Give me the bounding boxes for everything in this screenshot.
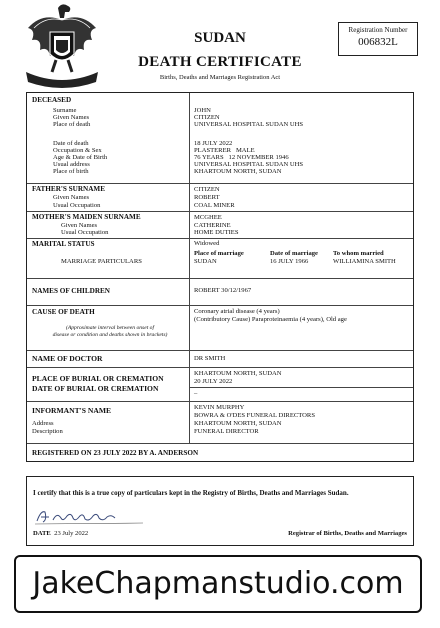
cause-heading: CAUSE OF DEATH <box>32 308 95 316</box>
burial-place-heading: PLACE OF BURIAL OR CREMATION <box>32 374 164 383</box>
date-label: DATE <box>33 530 51 537</box>
document-title: DEATH CERTIFICATE <box>138 54 302 70</box>
burial-dash: – <box>194 390 198 397</box>
date-of-death-value: 18 JULY 2022 <box>194 140 233 147</box>
to-whom-married-value: WILLIAMINA SMITH <box>333 258 396 265</box>
place-of-marriage-value: SUDAN <box>194 258 217 265</box>
occupation-sex-label: Occupation & Sex <box>53 147 102 154</box>
act-subtitle: Births, Deaths and Marriages Registration Act <box>159 74 281 81</box>
doctor-value: DR SMITH <box>194 355 226 362</box>
mother-heading: MOTHER'S MAIDEN SURNAME <box>32 213 141 221</box>
age-dob-value: 76 YEARS 12 NOVEMBER 1946 <box>194 154 289 161</box>
cause-line2: (Contributory Cause) Paraproteinaemia (4 years), Old age <box>194 316 347 323</box>
father-given-label: Given Names <box>53 194 90 201</box>
mother-given-label: Given Names <box>61 222 98 229</box>
informant-address-value: KHARTOUM NORTH, SUDAN <box>194 420 282 427</box>
informant-company-value: BOWRA & O'DES FUNERAL DIRECTORS <box>194 412 315 419</box>
mother-occupation-label: Usual Occupation <box>61 229 109 236</box>
burial-date-value: 20 JULY 2022 <box>194 378 233 385</box>
row-divider <box>27 443 413 444</box>
informant-description-value: FUNERAL DIRECTOR <box>194 428 259 435</box>
usual-address-label: Usual address <box>53 161 90 168</box>
place-of-marriage-header: Place of marriage <box>194 250 244 257</box>
place-of-death-label: Place of death <box>53 121 91 128</box>
informant-description-label: Description <box>32 428 63 435</box>
surname-value: JOHN <box>194 107 211 114</box>
registration-number-box <box>338 22 418 56</box>
cause-note-line1: (Approximate interval between onset of <box>65 325 155 331</box>
row-divider <box>27 211 413 212</box>
marital-heading: MARITAL STATUS <box>32 240 95 248</box>
certification-statement: I certify that this is a true copy of particulars kept in the Registry of Births, Deaths and Marriages Sudan. <box>33 489 349 497</box>
doctor-heading: NAME OF DOCTOR <box>32 354 103 363</box>
row-divider <box>27 278 413 279</box>
date-of-marriage-header: Date of marriage <box>270 250 318 257</box>
usual-address-value: UNIVERSAL HOSPITAL SUDAN UHS <box>194 161 304 168</box>
row-divider <box>27 367 413 368</box>
father-given-value: ROBERT <box>194 194 220 201</box>
deceased-heading: DECEASED <box>32 96 72 104</box>
mother-occupation-value: HOME DUTIES <box>194 229 239 236</box>
row-divider <box>27 401 413 402</box>
country-title: SUDAN <box>194 30 246 46</box>
mother-surname-value: MCGHEE <box>194 214 222 221</box>
column-divider <box>189 93 190 443</box>
certification-box <box>26 476 414 546</box>
surname-label: Surname <box>53 107 77 114</box>
signature-image <box>31 506 161 526</box>
father-heading: FATHER'S SURNAME <box>32 185 106 193</box>
date-of-marriage-value: 16 JULY 1966 <box>270 258 309 265</box>
father-occupation-label: Usual Occupation <box>53 202 101 209</box>
registration-number-value: 006832L <box>358 36 398 48</box>
given-names-label: Given Names <box>53 114 90 121</box>
informant-name-value: KEVIN MURPHY <box>194 404 245 411</box>
children-heading: NAMES OF CHILDREN <box>32 287 111 295</box>
marriage-particulars-label: MARRIAGE PARTICULARS <box>61 258 142 265</box>
father-occupation-value: COAL MINER <box>194 202 235 209</box>
row-divider <box>27 238 413 239</box>
row-divider <box>27 305 413 306</box>
date-of-death-label: Date of death <box>53 140 89 147</box>
father-surname-value: CITIZEN <box>194 186 220 193</box>
date-value: 23 July 2022 <box>54 530 89 537</box>
row-divider <box>27 350 413 351</box>
informant-heading: INFORMANT'S NAME <box>32 406 112 415</box>
place-of-birth-label: Place of birth <box>53 168 89 175</box>
burial-date-heading: DATE OF BURIAL OR CREMATION <box>32 384 159 393</box>
age-dob-label: Age & Date of Birth <box>53 154 108 161</box>
cause-note-line2: disease or condition and deaths shown in brackets) <box>52 332 168 338</box>
informant-address-label: Address <box>32 420 54 427</box>
registered-line: REGISTERED ON 23 JULY 2022 BY A. ANDERSON <box>32 449 199 457</box>
registration-number-label: Registration Number <box>348 26 408 34</box>
given-names-value: CITIZEN <box>194 114 220 121</box>
cause-line1: Coronary atrial disease (4 years) <box>194 308 280 315</box>
children-value: ROBERT 30/12/1967 <box>194 287 252 294</box>
certificate-table <box>26 92 414 462</box>
burial-inner-divider <box>189 387 413 388</box>
registrar-title: Registrar of Births, Deaths and Marriages <box>288 530 407 537</box>
to-whom-married-header: To whom married <box>333 250 384 257</box>
watermark-banner: JakeChapmanstudio.com <box>14 555 422 613</box>
occupation-sex-value: PLASTERER MALE <box>194 147 255 154</box>
marital-status-value: Widowed <box>194 240 220 247</box>
certification-date <box>33 530 88 537</box>
mother-given-value: CATHERINE <box>194 222 231 229</box>
place-of-death-value: UNIVERSAL HOSPITAL SUDAN UHS <box>194 121 304 128</box>
burial-place-value: KHARTOUM NORTH, SUDAN <box>194 370 282 377</box>
place-of-birth-value: KHARTOUM NORTH, SUDAN <box>194 168 282 175</box>
row-divider <box>27 183 413 184</box>
